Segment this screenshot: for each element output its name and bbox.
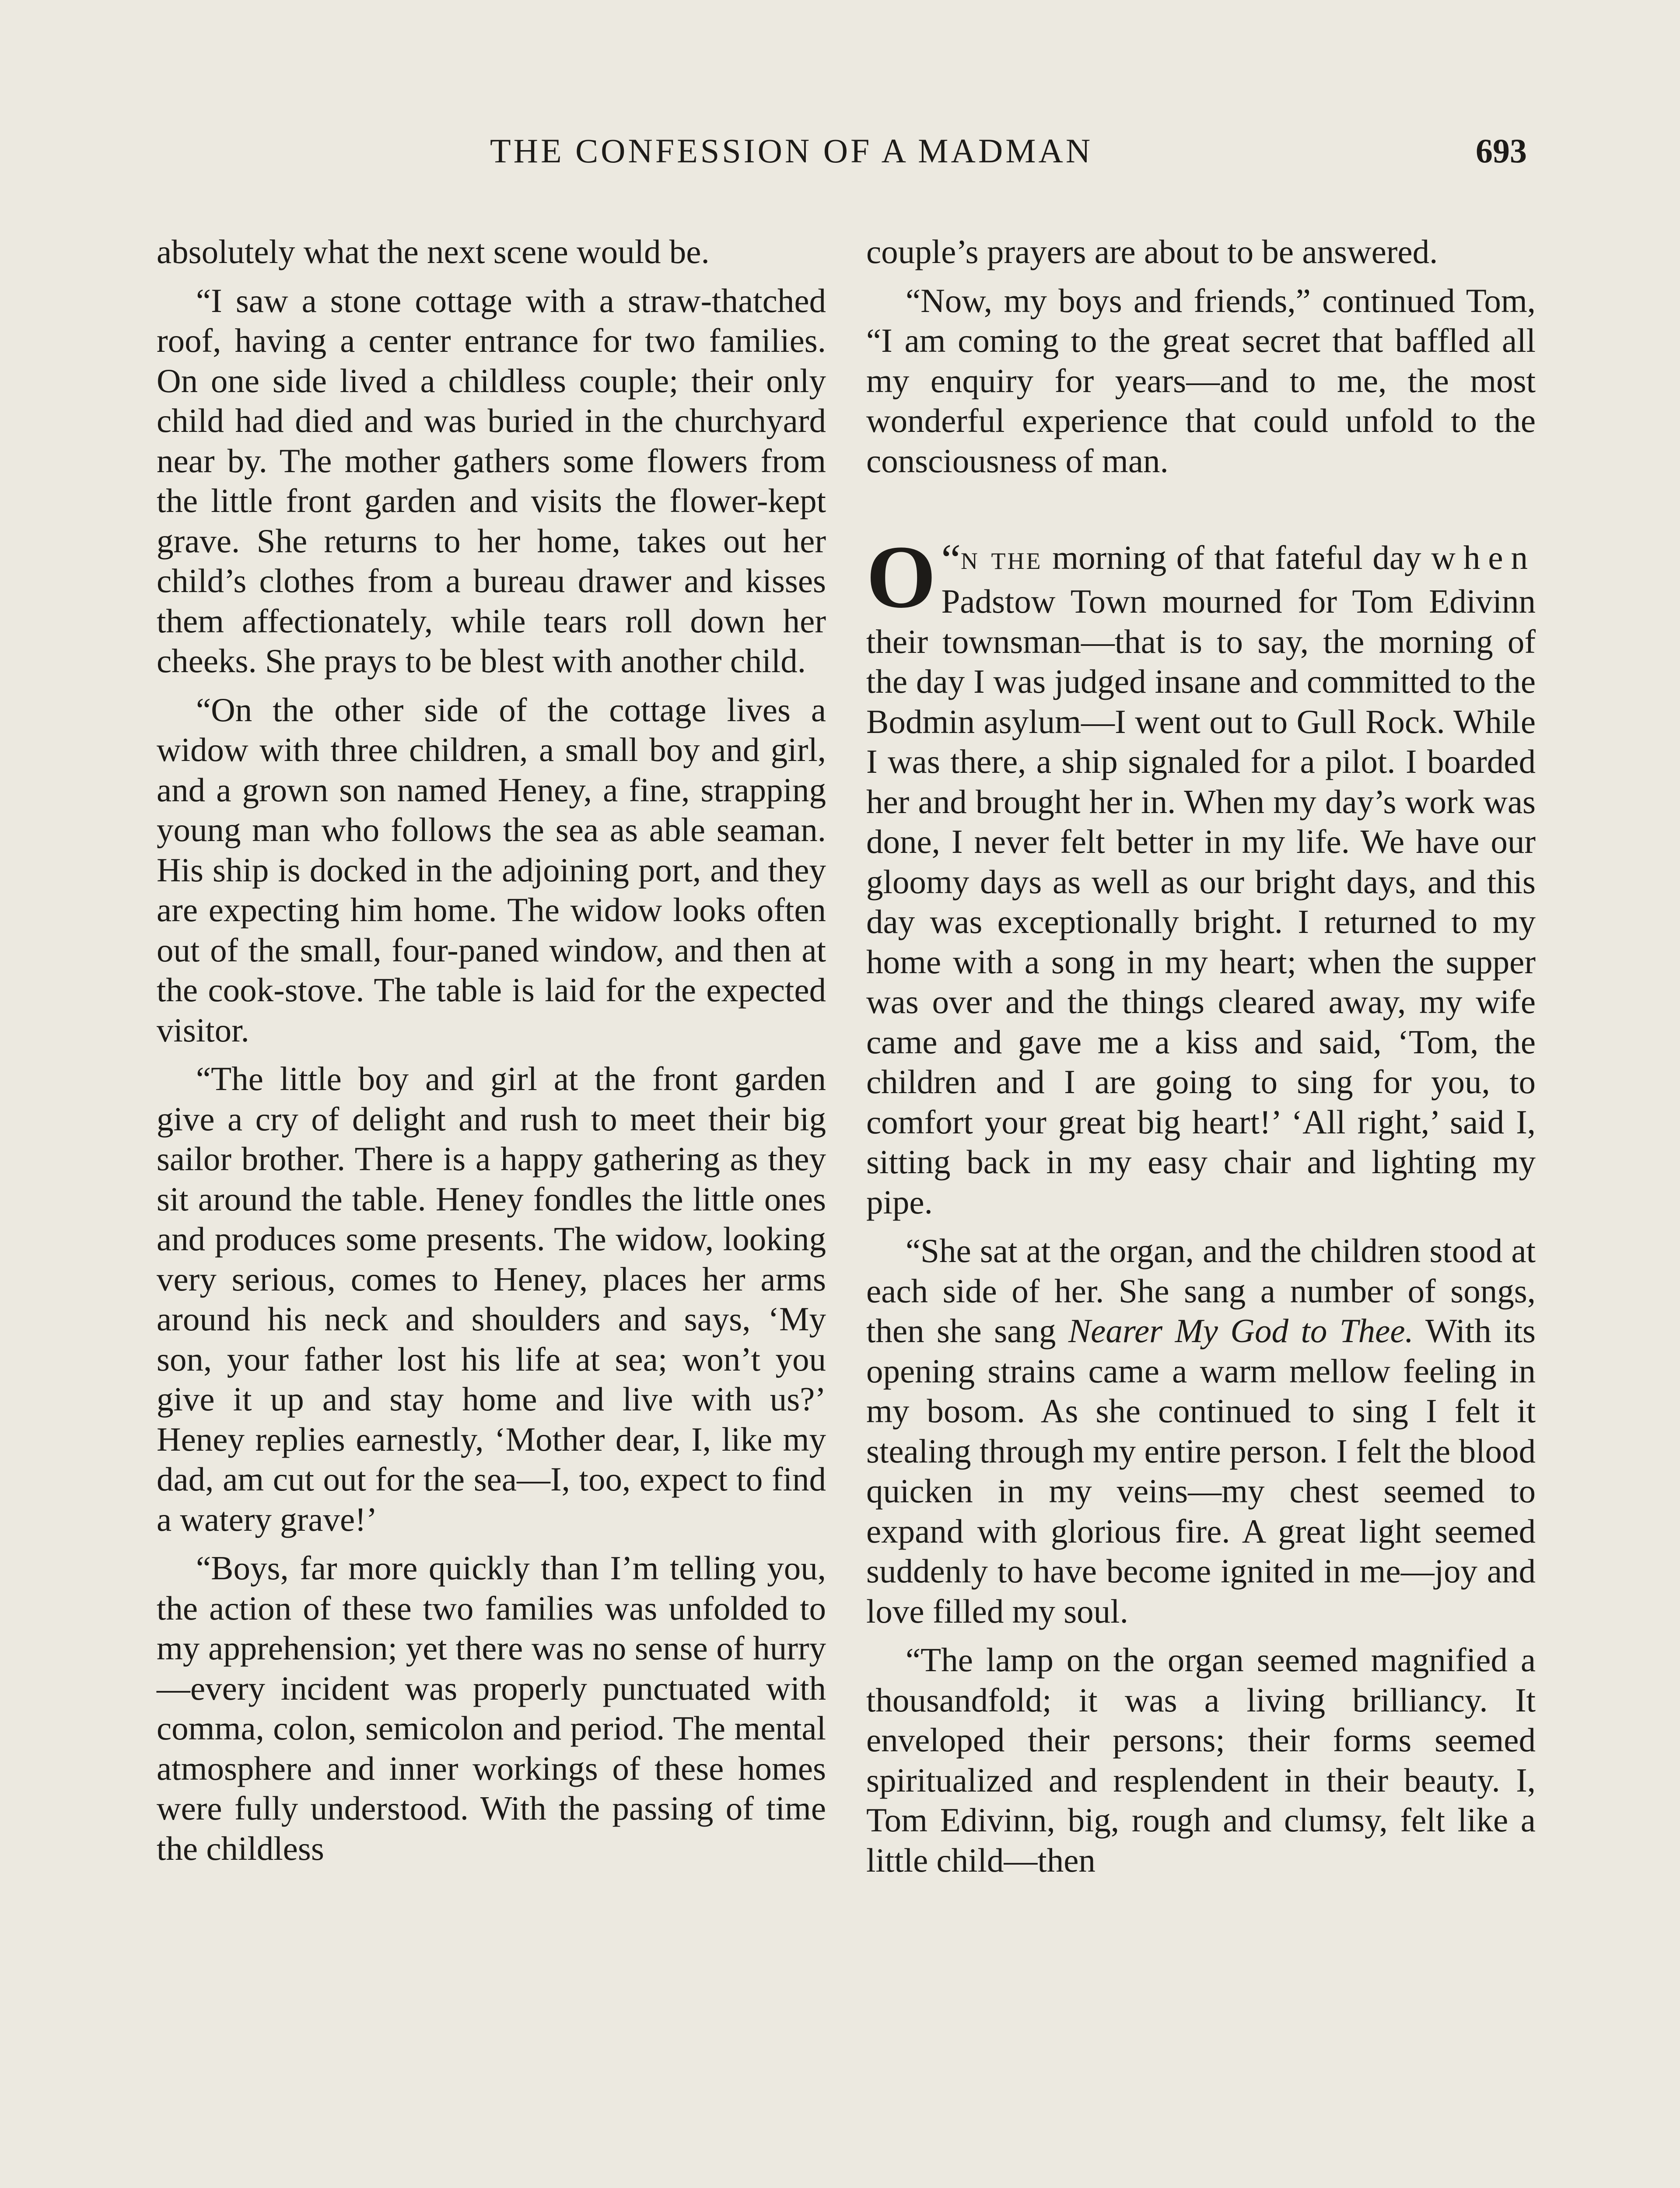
- left-column: [157, 232, 826, 1877]
- paragraph: [866, 1231, 1536, 1631]
- paragraph: “On the other side of the cottage lives a widow with three children, a small boy and girl, and a grown son named Heney, a fine, strapping young man who follows the sea as able seaman. His ship is docked in the adjoining port, and they are expecting him home. The widow looks often out of the small, four-paned window, and then at the cook-stove. The table is laid for the expected visitor.: [157, 691, 826, 1049]
- opening-quote: “: [941, 535, 961, 584]
- song-title: Nearer My God to Thee.: [1068, 1312, 1414, 1350]
- drop-cap-paragraph: [866, 527, 1536, 1222]
- page-header: [158, 131, 1527, 184]
- paragraph: absolutely what the next scene would be.: [157, 233, 710, 270]
- paragraph-text: Padstow Town mourned for Tom Edivinn their townsman—that is to say, the morning of the day I was judged insane and committed to the Bodmin asylum—I went out to Gull Rock. While I was there, a ship signaled for a pilot. I boarded her and brought her in. When my day’s work was done, I never felt better in my life. We have our gloomy days as well as our bright days, and this day was exceptionally bright. I returned to my home with a song in my heart; when the supper was over and the things cleared away, my wife came and gave me a kiss and said, ‘Tom, the children and I are going to sing for you, to comfort your great big heart!’ ‘All right,’ said I, sitting back in my easy chair and lighting my pipe.: [866, 582, 1536, 1221]
- paragraph-text: With its opening strains came a warm mellow feeling in my bosom. As she continued to sing I felt it stealing through my entire person. I felt the blood quicken in my veins—my chest seemed to expand with glorious fire. A great light seemed suddenly to have become ignited in me—joy and love filled my soul.: [866, 1312, 1536, 1630]
- letterspaced-word: when: [1431, 539, 1536, 576]
- running-title: THE CONFESSION OF A MADMAN: [490, 132, 1093, 170]
- paragraph: couple’s prayers are about to be answered.: [866, 233, 1438, 270]
- section-break: [866, 490, 1536, 538]
- paragraph-lead: morning of that fateful day: [1042, 539, 1432, 576]
- paragraph: “Boys, far more quickly than I’m telling you, the action of these two families was unfolded to my apprehension; yet there was no sense of hurry—every incident was properly punctuated with comma, colon, semicolon and period. The mental atmosphere and inner workings of these homes were fully understood. With the passing of time the childless: [157, 1549, 826, 1867]
- paragraph: “The lamp on the organ seemed magnified a thousandfold; it was a living brilliancy. It enveloped their persons; their forms seemed spiritualized and resplendent in their beauty. I, Tom Edivinn, big, rough and clumsy, felt like a little child—then: [866, 1641, 1536, 1879]
- paragraph-text: “She sat at the organ, and the children stood at each side of her. She sang a number of songs, then she sang: [866, 1232, 1536, 1350]
- drop-cap-letter: O: [866, 527, 936, 627]
- page-number: 693: [1476, 132, 1527, 170]
- small-caps-lead: n the: [960, 539, 1043, 576]
- paragraph: “I saw a stone cottage with a straw-thatched roof, having a center entrance for two families. On one side lived a childless couple; their only child had died and was buried in the churchyard near by. The mother gathers some flowers from the little front garden and visits the flower-kept grave. She returns to her home, takes out her child’s clothes from a bureau drawer and kisses them affectionately, while tears roll down her cheeks. She prays to be blest with another child.: [157, 281, 826, 680]
- paragraph: “The little boy and girl at the front garden give a cry of delight and rush to meet their big sailor brother. There is a happy gathering as they sit around the table. Heney fondles the little ones and produces some presents. The widow, looking very serious, comes to Heney, places her arms around his neck and shoulders and says, ‘My son, your father lost his life at sea; won’t you give it up and stay home and live with us?’ Heney replies earnestly, ‘Mother dear, I, like my dad, am cut out for the sea—I, too, expect to find a watery grave!’: [157, 1060, 826, 1538]
- right-column: [866, 232, 1536, 1889]
- paragraph: “Now, my boys and friends,” continued Tom, “I am coming to the great secret that baffled all my enquiry for years—and to me, the most wonderful experience that could unfold to the consciousness of man.: [866, 281, 1536, 480]
